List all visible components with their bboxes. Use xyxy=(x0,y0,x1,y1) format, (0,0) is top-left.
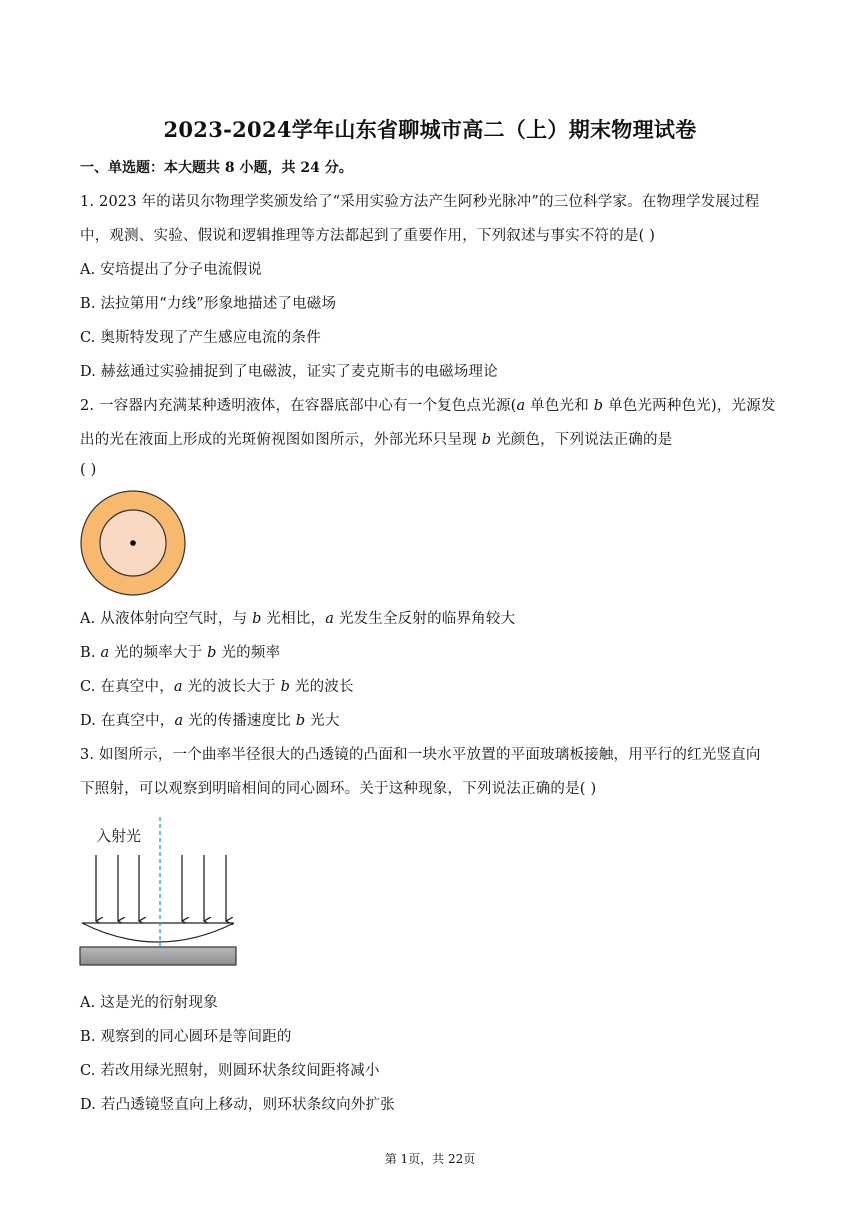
q3-stem-line1: 3. 如图所示，一个曲率半径很大的凸透镜的凸面和一块水平放置的平面玻璃板接触，用平行的红光竖直向 xyxy=(80,747,761,763)
section-heading: 一、单选题：本大题共 8 小题，共 24 分。 xyxy=(80,160,353,176)
page-footer: 第 1页，共 22页 xyxy=(384,1152,476,1166)
q1-option-b: B. 法拉第用“力线”形象地描述了电磁场 xyxy=(80,296,337,312)
q3-option-a: A. 这是光的衍射现象 xyxy=(80,995,218,1011)
q2-answer-paren: ( ) xyxy=(80,462,97,478)
q2-option-c: C. 在真空中，a 光的波长大于 b 光的波长 xyxy=(80,679,354,695)
q3-newton-rings-figure xyxy=(76,815,242,971)
q1-option-c: C. 奥斯特发现了产生感应电流的条件 xyxy=(80,330,321,346)
q2-stem-line2: 出的光在液面上形成的光斑俯视图如图所示，外部光环只呈现 b 光颜色，下列说法正确的是 xyxy=(80,432,673,448)
page-title: 2023-2024学年山东省聊城市高二（上）期末物理试卷 xyxy=(163,117,697,142)
q3-stem-line2: 下照射，可以观察到明暗相间的同心圆环。关于这种现象，下列说法正确的是( ) xyxy=(80,781,597,797)
point-light-source xyxy=(130,540,136,546)
incident-light-label: 入射光 xyxy=(96,828,142,845)
q1-stem-line2: 中，观测、实验、假说和逻辑推理等方法都起到了重要作用，下列叙述与事实不符的是( ) xyxy=(80,228,656,244)
q3-option-d: D. 若凸透镜竖直向上移动，则环状条纹向外扩张 xyxy=(80,1097,395,1113)
q3-option-c: C. 若改用绿光照射，则圆环状条纹间距将减小 xyxy=(80,1063,380,1079)
q3-option-b: B. 观察到的同心圆环是等间距的 xyxy=(80,1029,292,1045)
q2-option-a: A. 从液体射向空气时，与 b 光相比，a 光发生全反射的临界角较大 xyxy=(80,611,516,627)
q1-stem-line1: 1. 2023 年的诺贝尔物理学奖颁发给了“采用实验方法产生阿秒光脉冲”的三位科学家。在物理学发展过程 xyxy=(80,194,760,210)
q2-option-d: D. 在真空中，a 光的传播速度比 b 光大 xyxy=(80,713,340,729)
q2-light-spot-figure xyxy=(79,489,189,599)
q2-option-b: B. a 光的频率大于 b 光的频率 xyxy=(80,645,281,661)
glass-plate xyxy=(80,947,236,965)
q1-option-d: D. 赫兹通过实验捕捉到了电磁波，证实了麦克斯韦的电磁场理论 xyxy=(80,364,498,380)
q2-stem-line1: 2. 一容器内充满某种透明液体，在容器底部中心有一个复色点光源(a 单色光和 b 单色光两种色光)，光源发 xyxy=(80,398,776,414)
convex-lens xyxy=(82,923,234,942)
q1-option-a: A. 安培提出了分子电流假说 xyxy=(80,262,262,278)
